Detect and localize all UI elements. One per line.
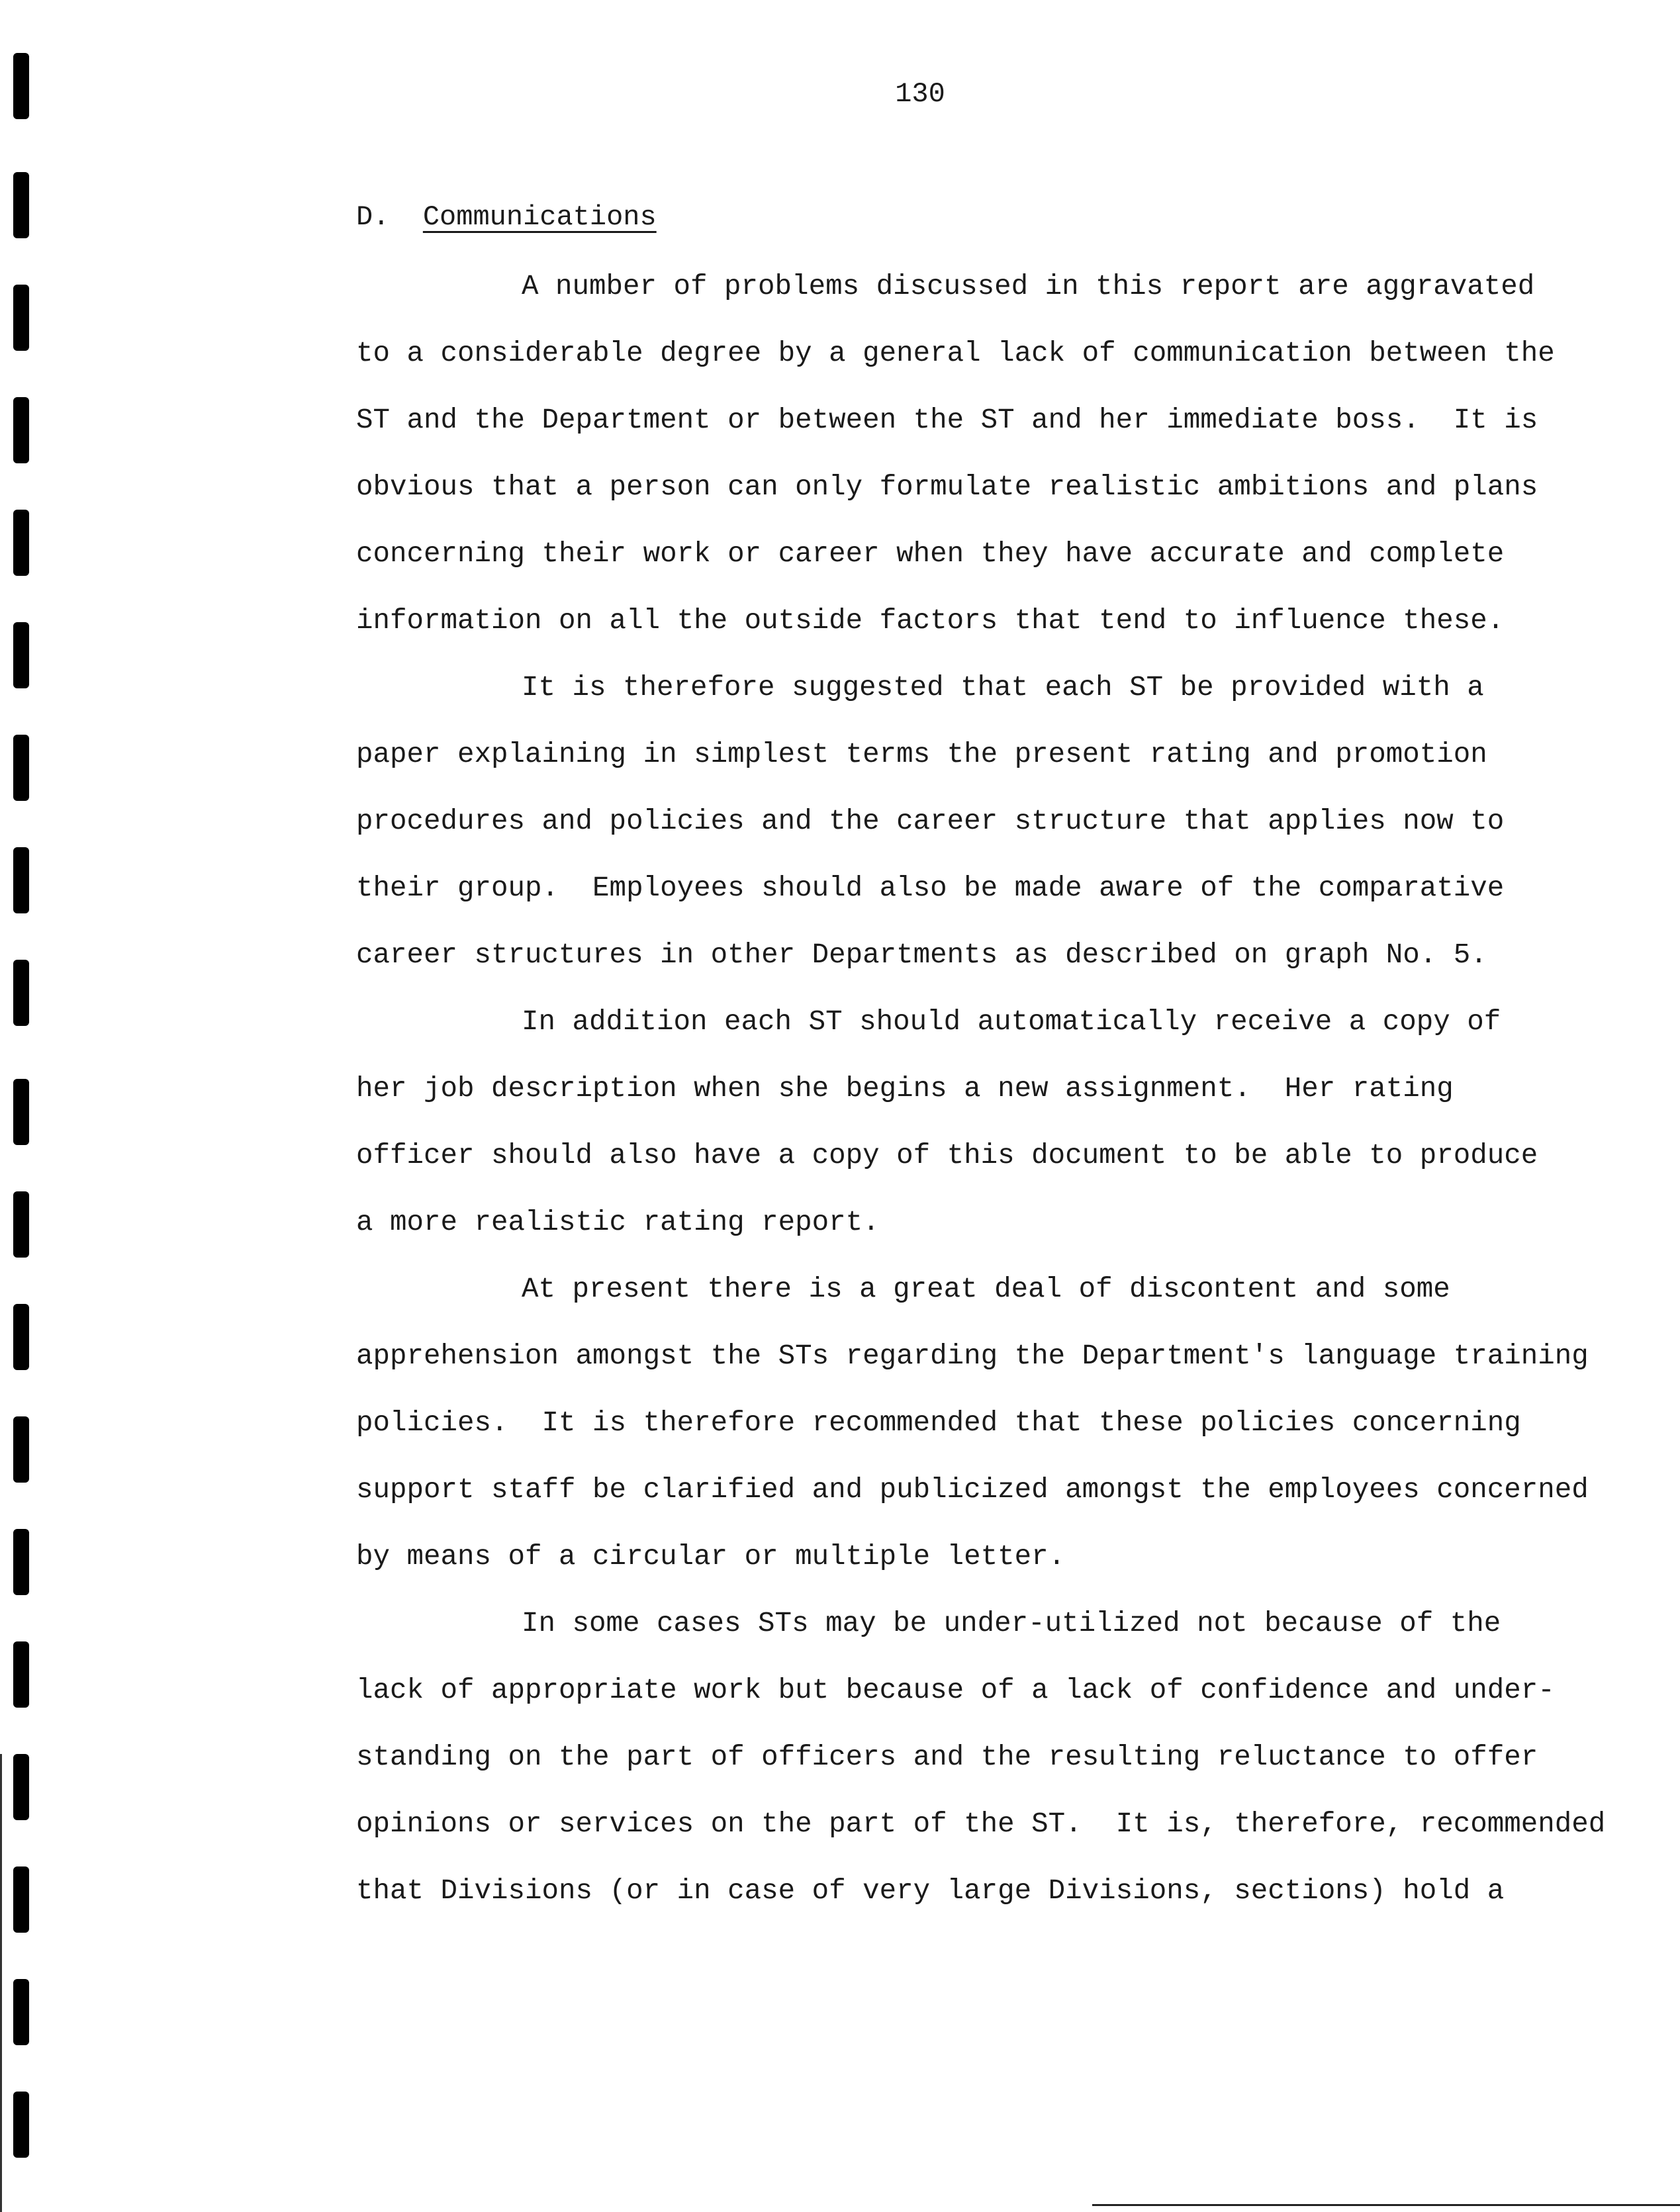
edge-mark [13, 1529, 29, 1595]
text-line: standing on the part of officers and the resulting reluctance to offer [356, 1741, 1538, 1773]
edge-mark [13, 1979, 29, 2045]
text-line: paper explaining in simplest terms the present rating and promotion [356, 739, 1487, 770]
text-line: At present there is a great deal of discontent and some [522, 1273, 1450, 1305]
text-line: her job description when she begins a new assignment. Her rating [356, 1073, 1454, 1105]
text-line: officer should also have a copy of this document to be able to produce [356, 1140, 1538, 1172]
bottom-rule [1092, 2204, 1680, 2206]
edge-mark [13, 1866, 29, 1933]
edge-mark [13, 53, 29, 119]
section-title: Communications [422, 201, 657, 233]
edge-mark [13, 1079, 29, 1145]
text-line: In some cases STs may be under-utilized not because of the [522, 1608, 1501, 1639]
text-line: obvious that a person can only formulate realistic ambitions and plans [356, 471, 1538, 503]
text-line: opinions or services on the part of the ST. It is, therefore, recommended [356, 1808, 1606, 1840]
text-line: In addition each ST should automatically receive a copy of [522, 1006, 1501, 1038]
text-line: concerning their work or career when they have accurate and complete [356, 538, 1505, 570]
page-number: 130 [895, 78, 945, 110]
text-line: that Divisions (or in case of very large Divisions, sections) hold a [356, 1875, 1505, 1907]
edge-mark [13, 285, 29, 351]
edge-mark [13, 1304, 29, 1370]
text-line: A number of problems discussed in this report are aggravated [522, 271, 1535, 302]
text-line: policies. It is therefore recommended that these policies concerning [356, 1407, 1521, 1439]
edge-mark [13, 735, 29, 801]
text-line: support staff be clarified and publicized amongst the employees concerned [356, 1474, 1589, 1506]
edge-mark [13, 1416, 29, 1483]
text-line: by means of a circular or multiple letter. [356, 1541, 1066, 1573]
edge-mark [13, 622, 29, 688]
edge-mark [13, 847, 29, 913]
edge-mark [13, 2092, 29, 2158]
text-line: to a considerable degree by a general lack of communication between the [356, 338, 1555, 369]
text-line: career structures in other Departments as described on graph No. 5. [356, 939, 1487, 971]
edge-mark [13, 1754, 29, 1820]
edge-mark [13, 172, 29, 238]
text-line: procedures and policies and the career structure that applies now to [356, 806, 1505, 837]
text-line: ST and the Department or between the ST and her immediate boss. It is [356, 404, 1538, 436]
section-label: D. [356, 201, 390, 233]
left-edge-line [0, 1754, 2, 2212]
section-heading [356, 201, 657, 233]
text-line: lack of appropriate work but because of a lack of confidence and under- [356, 1675, 1555, 1706]
text-line: their group. Employees should also be made aware of the comparative [356, 872, 1505, 904]
edge-mark [13, 1191, 29, 1258]
edge-mark [13, 1641, 29, 1708]
edge-mark [13, 960, 29, 1026]
edge-mark [13, 510, 29, 576]
edge-mark [13, 397, 29, 463]
text-line: a more realistic rating report. [356, 1207, 880, 1238]
text-line: It is therefore suggested that each ST be provided with a [522, 672, 1484, 704]
text-line: information on all the outside factors that tend to influence these. [356, 605, 1505, 637]
text-line: apprehension amongst the STs regarding the Department's language training [356, 1340, 1589, 1372]
